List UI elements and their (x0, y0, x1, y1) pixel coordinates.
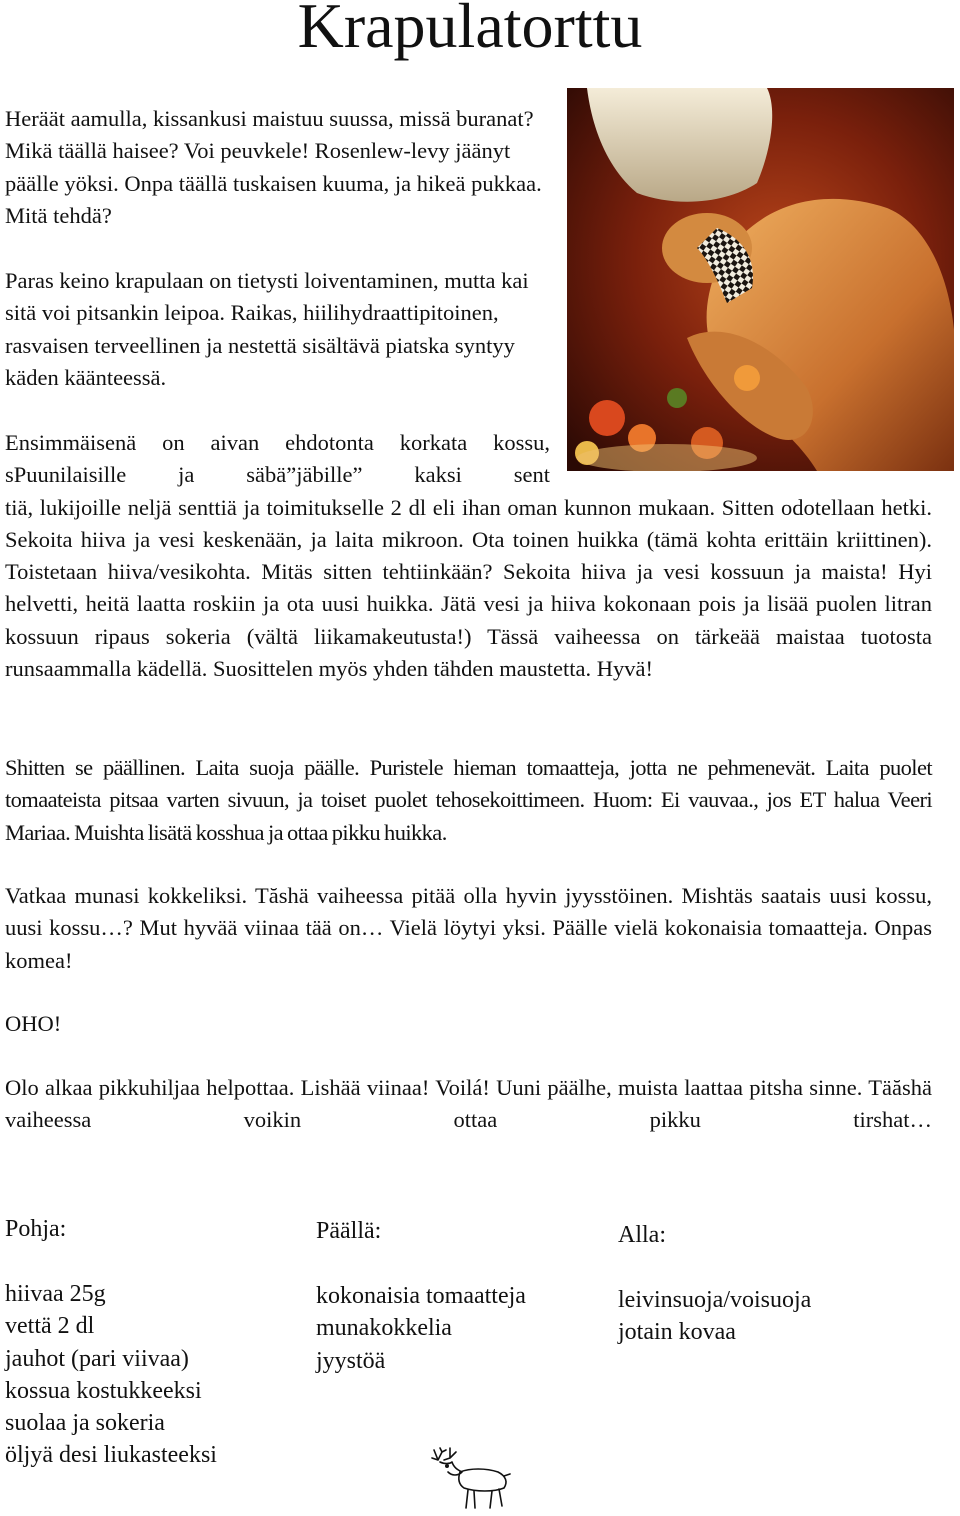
list-item: jotain kovaa (618, 1319, 736, 1346)
base-list (5, 1278, 305, 1472)
top-heading: Päällä: (316, 1218, 382, 1244)
exclamation-paragraph: OHO! (5, 1011, 62, 1036)
fifth-paragraph: Vatkaa munasi kokkeliksi. Tăshä vaiheessa pitää olla hyvin jyysstöinen. Mishtäs saatais uusi kossu, uusi kossu…? Mut hyvää viinaa tää on… Vielä löytyi yksi. Päälle vielä kokonaisia tomaatteja. Onpas komea! (5, 883, 932, 973)
second-paragraph: Paras keino krapulaan on tietysti loiventaminen, mutta kai sitä voi pitsankin leipoa. Raikas, hiilihydraattipitoinen, rasvaisen terveellinen ja nestettä sisältävä piatska syntyy käden käänteessä. (5, 268, 529, 390)
list-item: jauhot (pari viivaa) (5, 1345, 189, 1372)
list-item: munakokkelia (316, 1315, 452, 1342)
bottom-heading: Alla: (618, 1222, 666, 1248)
moose-icon (428, 1446, 514, 1512)
page-title: Krapulatorttu (297, 0, 643, 61)
base-heading: Pohja: (5, 1216, 67, 1242)
list-item: vettä 2 dl (5, 1313, 95, 1340)
chef-photo (567, 88, 954, 471)
list-item: kokonaisia tomaatteja (316, 1283, 526, 1309)
list-item: jyystöä (316, 1347, 386, 1374)
list-item: öljyä desi liukasteeksi (5, 1442, 217, 1469)
list-item: hiivaa 25g (5, 1281, 106, 1307)
intro-paragraph: Heräät aamulla, kissankusi maistuu suussa, missä buranat? Mikä täällä haisee? Voi peuvkele! Rosenlew-levy jäänyt päälle yöksi. Onpa täällä tuskaisen kuuma, ja hikeä pukkaa. Mitä tehdä? (5, 106, 542, 228)
list-item: leivinsuoja/voisuoja (618, 1287, 812, 1313)
third-paragraph-start: Ensimmäisenä on aivan ehdotonta korkata kossu, sPuunilaisille ja säbä”jäbille” kaksi sent (5, 430, 550, 488)
top-list (316, 1280, 576, 1377)
list-item: kossua kostukkeeksi (5, 1377, 202, 1404)
bottom-list (618, 1284, 878, 1349)
third-paragraph-rest: tiä, lukijoille neljä senttiä ja toimitukselle 2 dl eli ihan oman kunnon mukaan. Sitten odotellaan hetki. Sekoita hiiva ja vesi keskenään, ja laita mikroon. Ota toinen huikka (tämä kohta erittäin kriittinen). Toistetaan hiiva/vesikohta. Mitäs sitten tehtiinkään? Sekoita hiiva ja vesi kossuun ja maista! Hyi helvetti, heitä laatta roskiin ja ota uusi huikka. Jätä vesi ja hiiva kokonaan pois ja lisää puolen litran kossuun ripaus sokeria (vältä liikamakeutusta!) Tässä vaiheessa on tärkeää maistaa tuotosta runsaammalla kädellä. Suosittelen myös yhden tähden maustetta. Hyvä! (5, 494, 932, 682)
fourth-paragraph: Shitten se päällinen. Laita suoja päälle. Puristele hieman tomaatteja, jotta ne pehmenevät. Laita puolet tomaateista pitsaa varten sivuun, ja toiset puolet tehosekoittimeen. Huom: Ei vauvaa., jos ET halua Veeri Mariaa. Muishta lisätä kosshua ja ottaa pikku huikka. (5, 755, 932, 845)
seventh-paragraph: Olo alkaa pikkuhiljaa helpottaa. Lishää viinaa! Voilá! Uuni päälhe, muista laattaa pitsha sinne. Täăshä vaiheessa voikin ottaa pikku tirshat… (5, 1075, 932, 1133)
list-item: suolaa ja sokeria (5, 1410, 165, 1437)
